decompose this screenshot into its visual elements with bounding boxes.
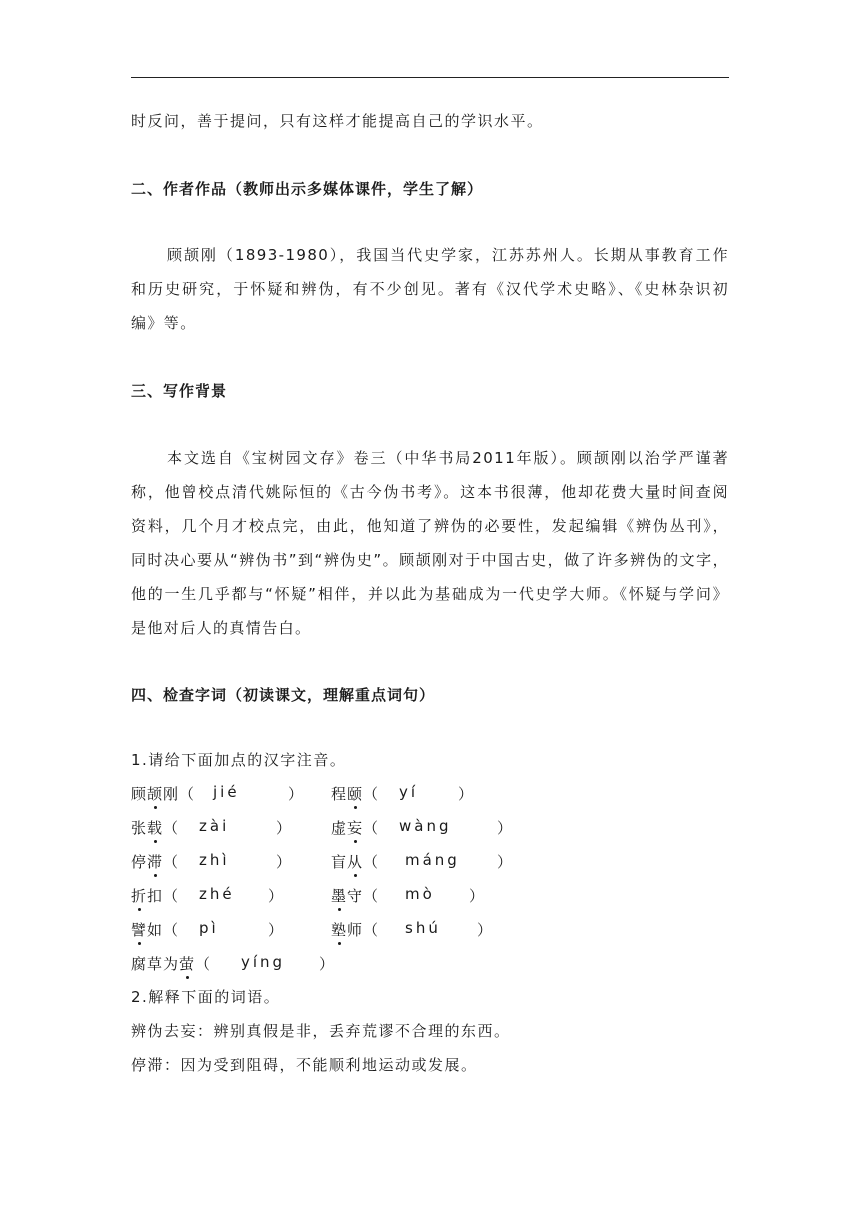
author-paragraph: 顾颉刚（1893-1980），我国当代史学家，江苏苏州人。长期从事教育工作和历史研究，于怀疑和辨伪，有不少创见。著有《汉代学术史略》、《史林杂识初编》等。 (131, 246, 729, 332)
emphasis-dot-char: 妄 (347, 819, 364, 837)
section-heading-author: 二、作者作品（教师出示多媒体课件，学生了解） (131, 180, 484, 198)
annotated-word: 虚妄（ (331, 819, 380, 837)
annotated-word: 腐草为萤（ (131, 955, 212, 973)
annotated-word: 盲从（ (331, 853, 380, 871)
header-rule (131, 77, 729, 78)
pinyin-answer: zhì (199, 851, 230, 869)
emphasis-dot-char: 颉 (147, 785, 164, 803)
pinyin-row (131, 919, 729, 945)
annotated-word: 张载（ (131, 819, 180, 837)
pinyin-answer: pì (199, 919, 219, 937)
pinyin-row (131, 783, 729, 809)
emphasis-dot-char: 萤 (179, 955, 196, 973)
annotated-word: 塾师（ (331, 921, 380, 939)
emphasis-dot-char: 从 (347, 853, 364, 871)
pinyin-answer: máng (405, 851, 460, 869)
emphasis-dot-char: 塾 (331, 921, 348, 939)
closing-paren: ） (497, 819, 514, 837)
definition-item: 辨伪去妄：辨别真假是非，丢弃荒谬不合理的东西。 (131, 1022, 511, 1040)
pinyin-answer: zài (199, 817, 230, 835)
annotated-word: 折扣（ (131, 887, 180, 905)
pinyin-answer: shú (405, 919, 441, 937)
emphasis-dot-char: 滞 (147, 853, 164, 871)
closing-paren: ） (276, 853, 293, 871)
pinyin-row (131, 817, 729, 843)
annotated-word: 譬如（ (131, 921, 180, 939)
pinyin-row (131, 851, 729, 877)
pinyin-answer: yí (399, 783, 419, 801)
background-paragraph: 本文选自《宝树园文存》卷三（中华书局2011年版）。顾颉刚以治学严谨著称，他曾校点清代姚际恒的《古今伪书考》。这本书很薄，他却花费大量时间查阅资料，几个月才校点完，由此，他知道了辨伪的必要性，发起编辑《辨伪丛刊》，同时决心要从“辨伪书”到“辨伪史”。顾颉刚对于中国古史，做了许多辨伪的文字，他的一生几乎都与“怀疑”相伴，并以此为基础成为一代史学大师。《怀疑与学问》是他对后人的真情告白。 (131, 449, 729, 637)
annotated-word: 顾颉刚（ (131, 785, 196, 803)
emphasis-dot-char: 折 (131, 887, 148, 905)
closing-paren: ） (497, 853, 514, 871)
section-heading-background: 三、写作背景 (131, 382, 228, 400)
closing-paren: ） (268, 921, 285, 939)
closing-paren: ） (268, 887, 285, 905)
pinyin-answer: mò (405, 885, 435, 903)
question-1-label: 1.请给下面加点的汉字注音。 (131, 751, 347, 769)
text-line: 时反问，善于提问，只有这样才能提高自己的学识水平。 (131, 112, 544, 130)
pinyin-answer: yíng (241, 953, 286, 971)
definition-item: 停滞：因为受到阻碍，不能顺利地运动或发展。 (131, 1056, 478, 1074)
annotated-word: 停滞（ (131, 853, 180, 871)
closing-paren: ） (477, 921, 494, 939)
pinyin-answer: wàng (399, 817, 452, 835)
section-heading-vocabulary: 四、检查字词（初读课文，理解重点词句） (131, 686, 436, 704)
closing-paren: ） (288, 785, 305, 803)
pinyin-answer: jié (213, 783, 240, 801)
emphasis-dot-char: 载 (147, 819, 164, 837)
closing-paren: ） (469, 887, 486, 905)
pinyin-row (131, 953, 729, 979)
emphasis-dot-char: 墨 (331, 887, 348, 905)
emphasis-dot-char: 颐 (347, 785, 364, 803)
emphasis-dot-char: 譬 (131, 921, 148, 939)
closing-paren: ） (276, 819, 293, 837)
question-2-label: 2.解释下面的词语。 (131, 988, 281, 1006)
pinyin-row (131, 885, 729, 911)
annotated-word: 程颐（ (331, 785, 380, 803)
closing-paren: ） (458, 785, 475, 803)
closing-paren: ） (319, 955, 336, 973)
annotated-word: 墨守（ (331, 887, 380, 905)
pinyin-answer: zhé (199, 885, 235, 903)
